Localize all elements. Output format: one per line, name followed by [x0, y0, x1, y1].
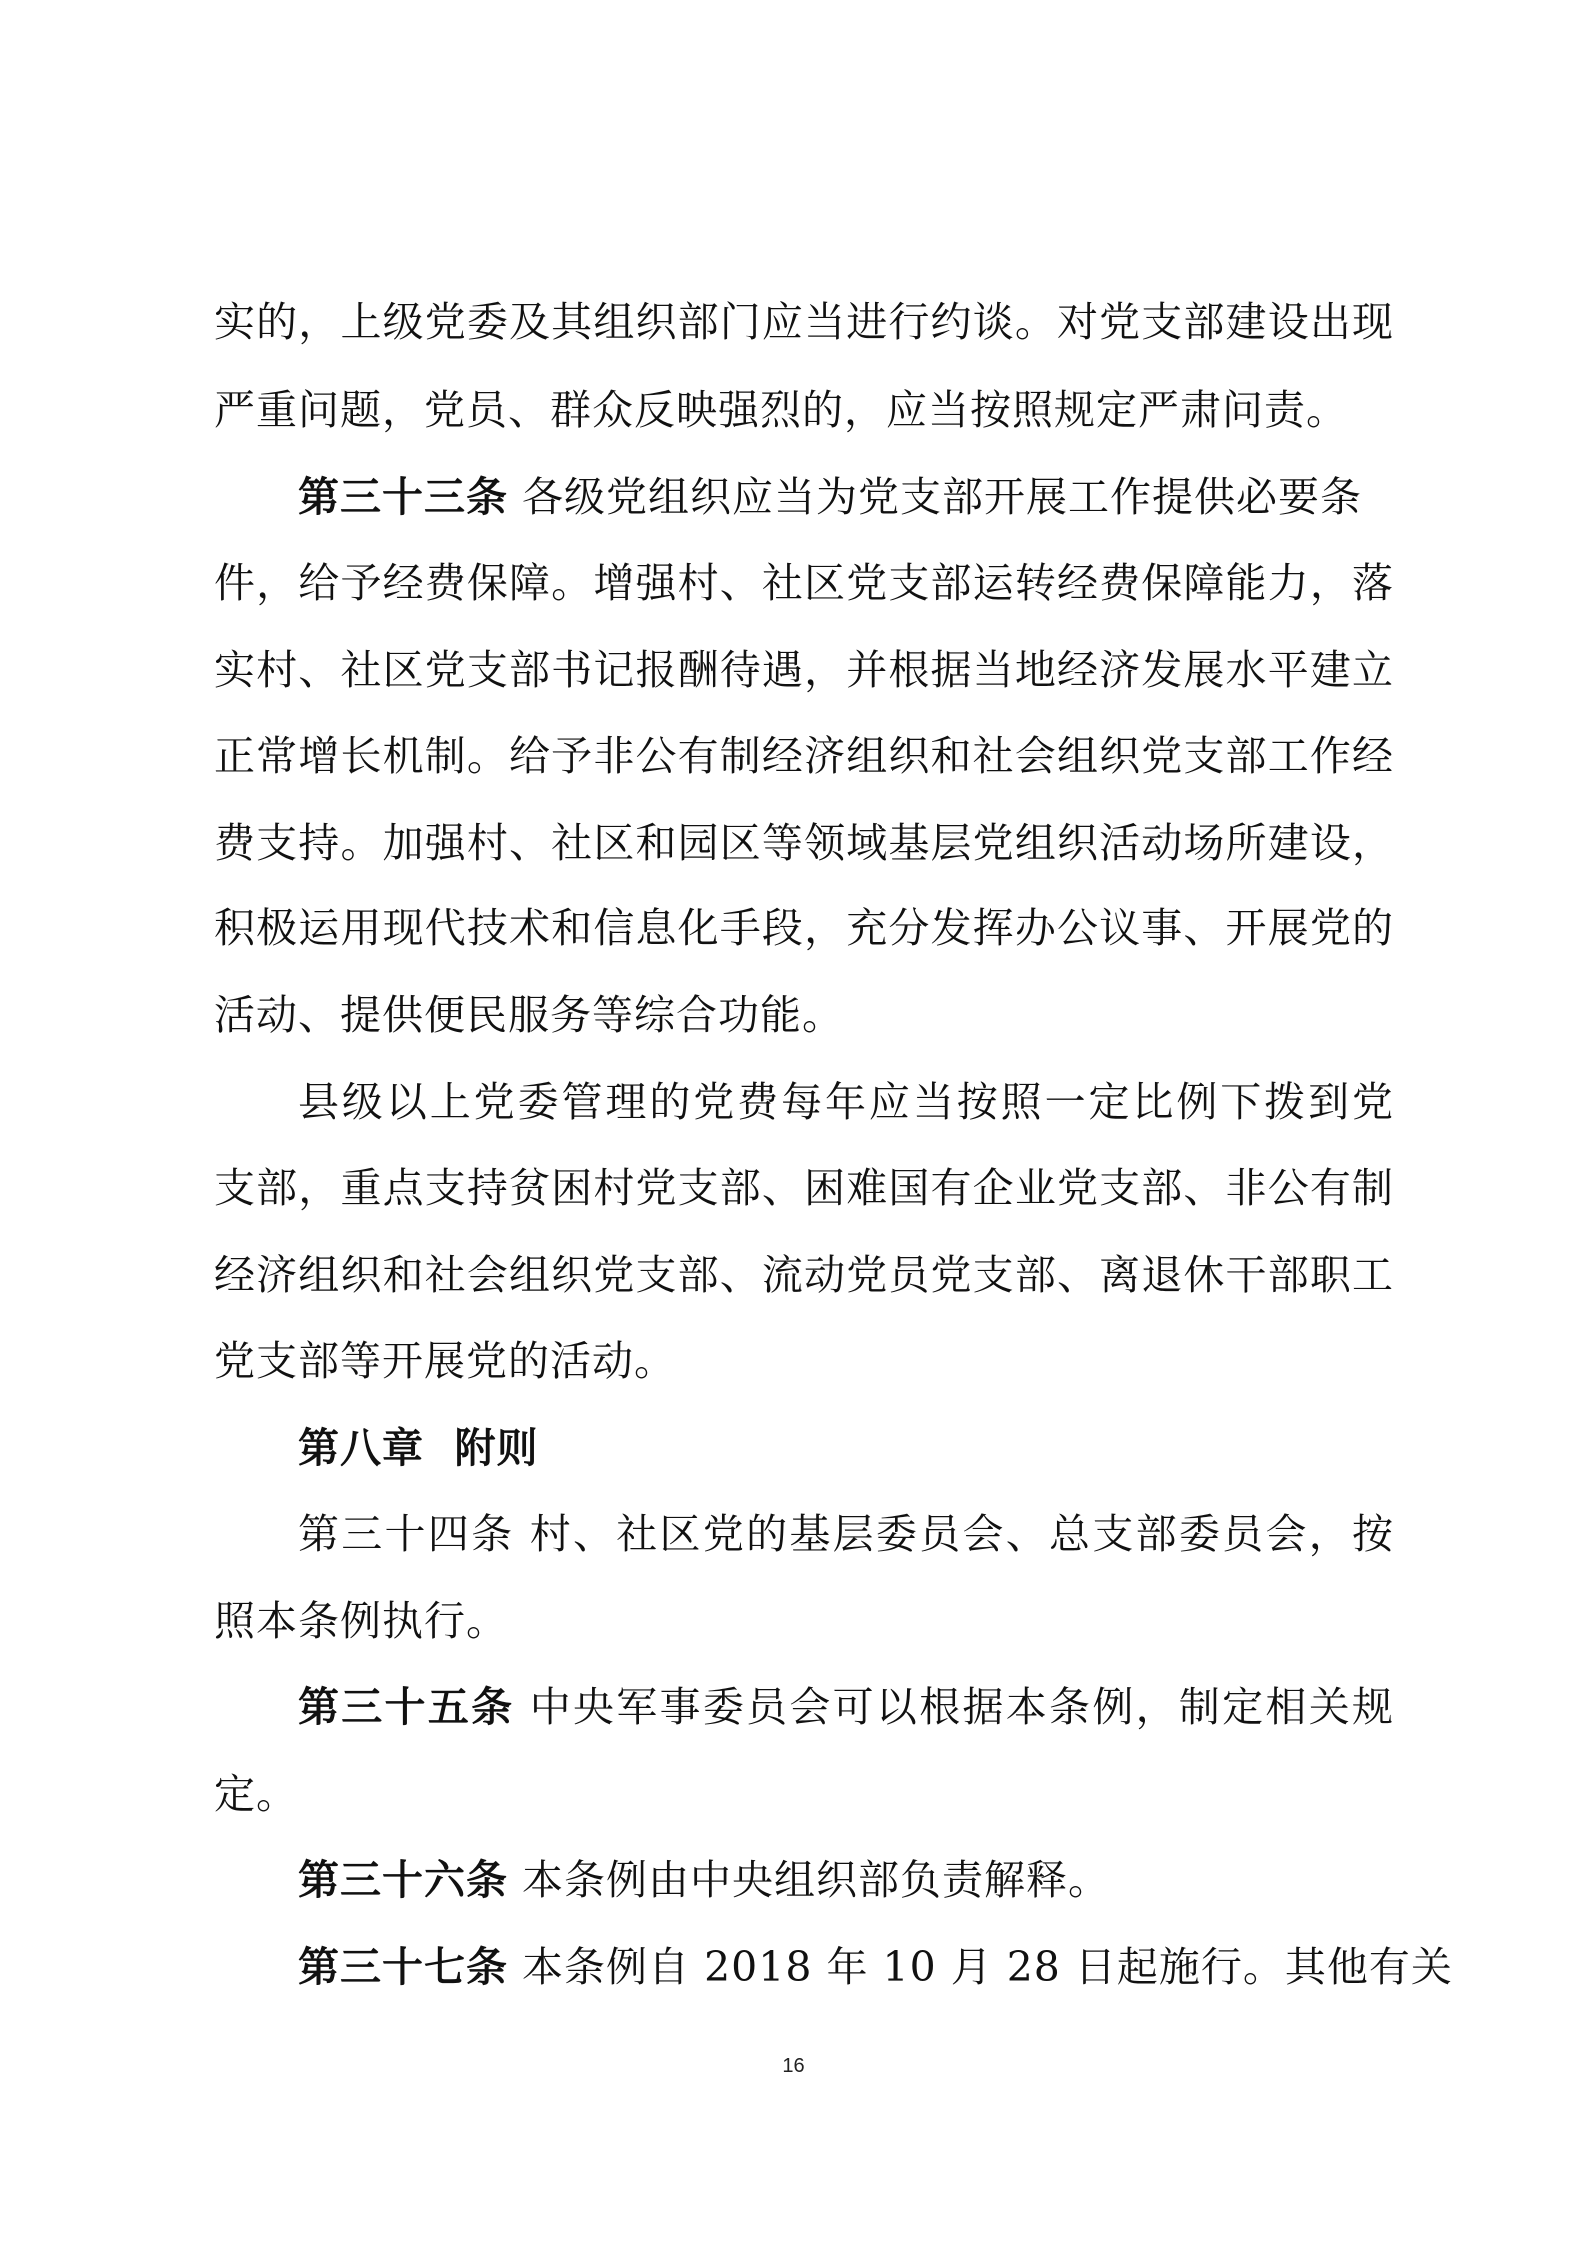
- article-33-heading: 第三十三条: [298, 473, 508, 521]
- article-36-heading: 第三十六条: [298, 1856, 508, 1904]
- paragraph-2-line-7: 活动、提供便民服务等综合功能。: [214, 991, 844, 1039]
- paragraph-3-line-1: 县级以上党委管理的党费每年应当按照一定比例下拨到党: [298, 1078, 1394, 1126]
- chapter-heading: 第八章 附则: [298, 1424, 539, 1472]
- paragraph-2-line-4: 正常增长机制。给予非公有制经济组织和社会组织党支部工作经: [214, 732, 1394, 780]
- paragraph-7-line-1: [298, 1937, 1453, 1997]
- paragraph-1-line-1: 实的，上级党委及其组织部门应当进行约谈。对党支部建设出现: [214, 298, 1394, 346]
- paragraph-3-line-2: 支部，重点支持贫困村党支部、困难国有企业党支部、非公有制: [214, 1164, 1394, 1212]
- article-37-text: 本条例自 2018 年 10 月 28 日起施行。其他有关: [522, 1943, 1453, 1991]
- paragraph-5-line-1: [298, 1677, 1394, 1737]
- paragraph-1-line-2: 严重问题，党员、群众反映强烈的，应当按照规定严肃问责。: [214, 386, 1348, 434]
- article-36-text: 本条例由中央组织部负责解释。: [522, 1856, 1111, 1904]
- article-35-heading: 第三十五条: [298, 1683, 515, 1731]
- article-35-text: 中央军事委员会可以根据本条例，制定相关规: [529, 1683, 1394, 1731]
- paragraph-3-line-4: 党支部等开展党的活动。: [214, 1337, 676, 1385]
- paragraph-4-line-1: 第三十四条 村、社区党的基层委员会、总支部委员会，按: [298, 1510, 1394, 1558]
- paragraph-2-line-1: [298, 467, 1394, 527]
- paragraph-2-line-6: 积极运用现代技术和信息化手段，充分发挥办公议事、开展党的: [214, 904, 1394, 952]
- paragraph-4-line-2: 照本条例执行。: [214, 1597, 508, 1645]
- paragraph-3-line-3: 经济组织和社会组织党支部、流动党员党支部、离退休干部职工: [214, 1251, 1394, 1299]
- article-37-heading: 第三十七条: [298, 1943, 508, 1991]
- paragraph-6-line-1: [298, 1850, 1394, 1910]
- page-number: 16: [782, 2055, 805, 2077]
- paragraph-2-line-5: 费支持。加强村、社区和园区等领域基层党组织活动场所建设，: [214, 819, 1394, 867]
- article-33-text: 各级党组织应当为党支部开展工作提供必要条: [522, 473, 1363, 521]
- paragraph-5-line-2: 定。: [214, 1770, 298, 1818]
- paragraph-2-line-2: 件，给予经费保障。增强村、社区党支部运转经费保障能力，落: [214, 559, 1394, 607]
- paragraph-2-line-3: 实村、社区党支部书记报酬待遇，并根据当地经济发展水平建立: [214, 646, 1394, 694]
